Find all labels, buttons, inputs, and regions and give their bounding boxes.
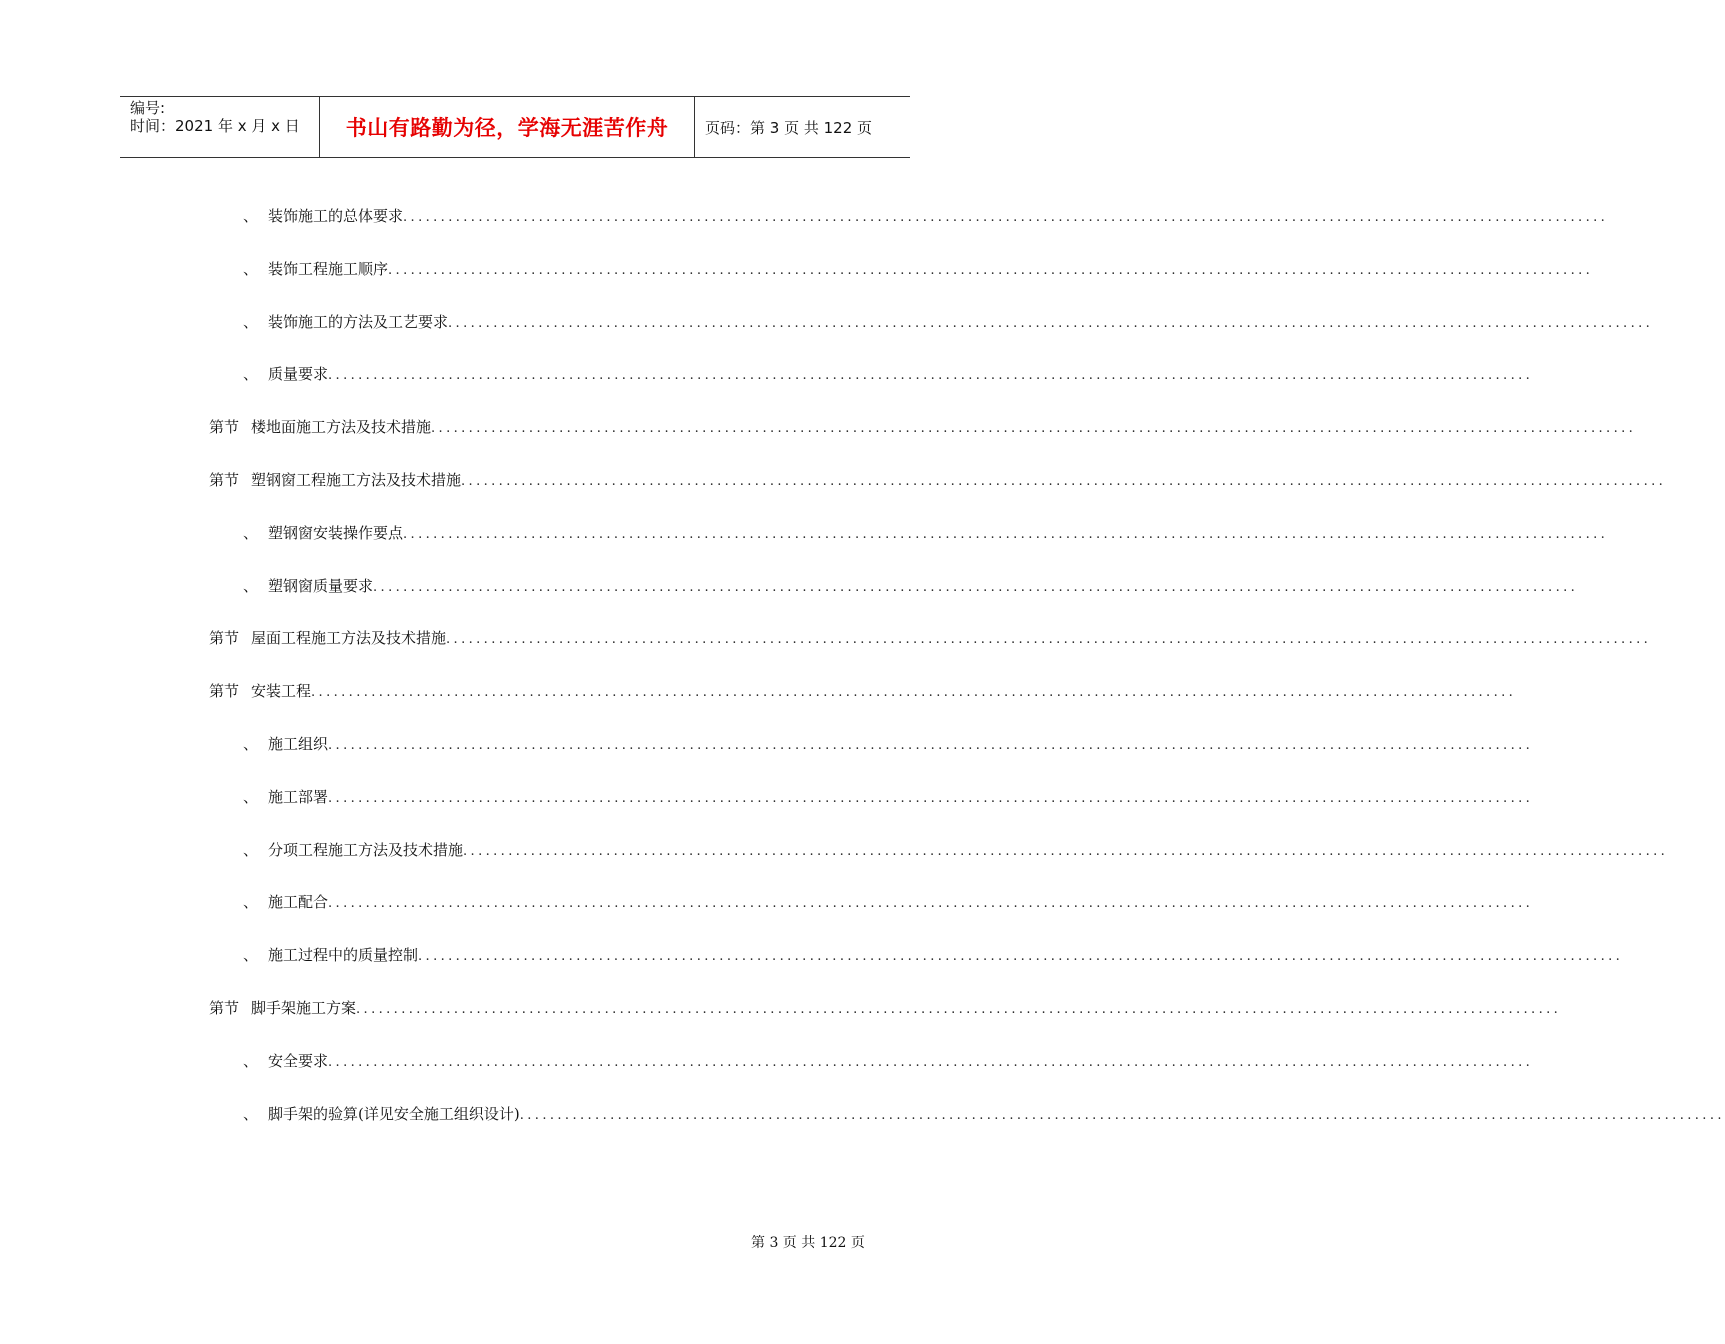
toc-dot-leader: ................................................................................................................................................................ bbox=[403, 210, 1609, 225]
toc-subsection-entry[interactable] bbox=[243, 839, 1669, 861]
toc-entry-title: 脚手架施工方案 bbox=[251, 999, 357, 1017]
toc-subsection-entry[interactable] bbox=[243, 311, 1654, 333]
toc-entry-marker: 第节 bbox=[209, 471, 240, 489]
toc-section-entry[interactable] bbox=[209, 627, 1652, 649]
toc-subsection-entry[interactable] bbox=[243, 786, 1534, 808]
toc-dot-leader: ................................................................................................................................................................ bbox=[328, 1054, 1534, 1070]
header-motto: 书山有路勤为径，学海无涯苦作舟 bbox=[320, 97, 695, 157]
toc-section-entry[interactable] bbox=[209, 416, 1637, 438]
toc-entry-marker: 、 bbox=[243, 259, 259, 278]
toc-entry-title: 分项工程施工方法及技术措施 bbox=[268, 840, 464, 859]
toc-entry-marker: 、 bbox=[243, 787, 259, 806]
toc-subsection-entry[interactable] bbox=[243, 891, 1534, 913]
toc-section-entry[interactable] bbox=[209, 997, 1562, 1019]
toc-subsection-entry[interactable] bbox=[243, 733, 1534, 755]
toc-entry-title: 施工组织 bbox=[268, 735, 329, 753]
toc-entry-title: 施工部署 bbox=[268, 787, 329, 806]
toc-entry-title: 施工过程中的质量控制 bbox=[268, 946, 419, 965]
toc-entry-title: 装饰工程施工顺序 bbox=[268, 259, 389, 278]
toc-entry-marker: 第节 bbox=[209, 629, 240, 648]
toc-entry-marker: 第节 bbox=[209, 418, 240, 437]
toc-dot-leader: ................................................................................................................................................................ bbox=[356, 1002, 1562, 1017]
toc-entry-title: 施工配合 bbox=[268, 893, 329, 912]
toc-entry-title: 装饰施工的方法及工艺要求 bbox=[268, 312, 449, 331]
toc-dot-leader: ................................................................................................................................................................ bbox=[403, 526, 1609, 542]
toc-subsection-entry[interactable] bbox=[243, 1050, 1534, 1072]
toc-dot-leader: ................................................................................................................................................................ bbox=[328, 896, 1534, 912]
toc-dot-leader: ................................................................................................................................................................ bbox=[328, 738, 1534, 753]
toc-entry-marker: 、 bbox=[243, 893, 259, 912]
toc-subsection-entry[interactable] bbox=[243, 1103, 1725, 1125]
toc-dot-leader: ................................................................................................................................................................ bbox=[328, 368, 1534, 384]
toc-entry-title: 安全要求 bbox=[268, 1051, 329, 1070]
toc-dot-leader: ................................................................................................................................................................ bbox=[388, 262, 1594, 278]
toc-entry-marker: 、 bbox=[243, 576, 259, 595]
toc-subsection-entry[interactable] bbox=[243, 363, 1534, 385]
toc-subsection-entry[interactable] bbox=[243, 522, 1609, 544]
toc-entry-marker: 、 bbox=[243, 735, 259, 753]
toc-entry-marker: 、 bbox=[243, 312, 259, 331]
toc-entry-title: 质量要求 bbox=[268, 365, 329, 384]
toc-entry-marker: 第节 bbox=[209, 999, 240, 1017]
toc-dot-leader: ................................................................................................................................................................ bbox=[448, 315, 1654, 331]
toc-section-entry[interactable] bbox=[209, 469, 1667, 491]
toc-entry-marker: 、 bbox=[243, 523, 259, 542]
toc-entry-marker: 、 bbox=[243, 1104, 259, 1123]
toc-section-entry[interactable] bbox=[209, 680, 1517, 702]
toc-entry-title: 装饰施工的总体要求 bbox=[268, 207, 404, 225]
date-label: 时间：2021 年 x 月 x 日 bbox=[130, 117, 300, 135]
toc-entry-marker: 第节 bbox=[209, 682, 240, 701]
toc-subsection-entry[interactable] bbox=[243, 258, 1594, 280]
toc-entry-title: 脚手架的验算(详见安全施工组织设计) bbox=[268, 1104, 520, 1123]
toc-dot-leader: ................................................................................................................................................................ bbox=[461, 474, 1667, 489]
toc-entry-marker: 、 bbox=[243, 365, 259, 384]
toc-entry-title: 塑钢窗质量要求 bbox=[268, 576, 374, 595]
toc-entry-title: 安装工程 bbox=[251, 682, 312, 701]
toc-dot-leader: ................................................................................................................................................................ bbox=[463, 843, 1669, 859]
toc-dot-leader: ................................................................................................................................................................ bbox=[431, 421, 1637, 437]
toc-subsection-entry[interactable] bbox=[243, 944, 1624, 966]
toc-entry-marker: 、 bbox=[243, 946, 259, 965]
page-header bbox=[120, 96, 910, 158]
page-footer: 第 3 页 共 122 页 bbox=[751, 1235, 865, 1251]
toc-dot-leader: ................................................................................................................................................................ bbox=[373, 579, 1579, 595]
serial-number-label: 编号: bbox=[130, 99, 166, 117]
toc-subsection-entry[interactable] bbox=[243, 575, 1579, 597]
toc-dot-leader: ................................................................................................................................................................ bbox=[446, 632, 1652, 648]
toc-entry-title: 楼地面施工方法及技术措施 bbox=[251, 418, 432, 437]
header-page-code: 页码：第 3 页 共 122 页 bbox=[705, 118, 873, 137]
toc-dot-leader: ................................................................................................................................................................ bbox=[328, 790, 1534, 806]
toc-dot-leader: ................................................................................................................................................................ bbox=[311, 685, 1517, 701]
toc-entry-marker: 、 bbox=[243, 207, 259, 225]
toc-dot-leader: ................................................................................................................................................................ bbox=[418, 949, 1624, 965]
toc-entry-marker: 、 bbox=[243, 1051, 259, 1070]
toc-subsection-entry[interactable] bbox=[243, 205, 1609, 227]
toc-entry-marker: 、 bbox=[243, 840, 259, 859]
toc-entry-title: 屋面工程施工方法及技术措施 bbox=[251, 629, 447, 648]
toc-entry-title: 塑钢窗工程施工方法及技术措施 bbox=[251, 471, 462, 489]
toc-dot-leader: ................................................................................................................................................................ bbox=[519, 1107, 1725, 1123]
header-meta bbox=[120, 97, 320, 157]
toc-entry-title: 塑钢窗安装操作要点 bbox=[268, 523, 404, 542]
